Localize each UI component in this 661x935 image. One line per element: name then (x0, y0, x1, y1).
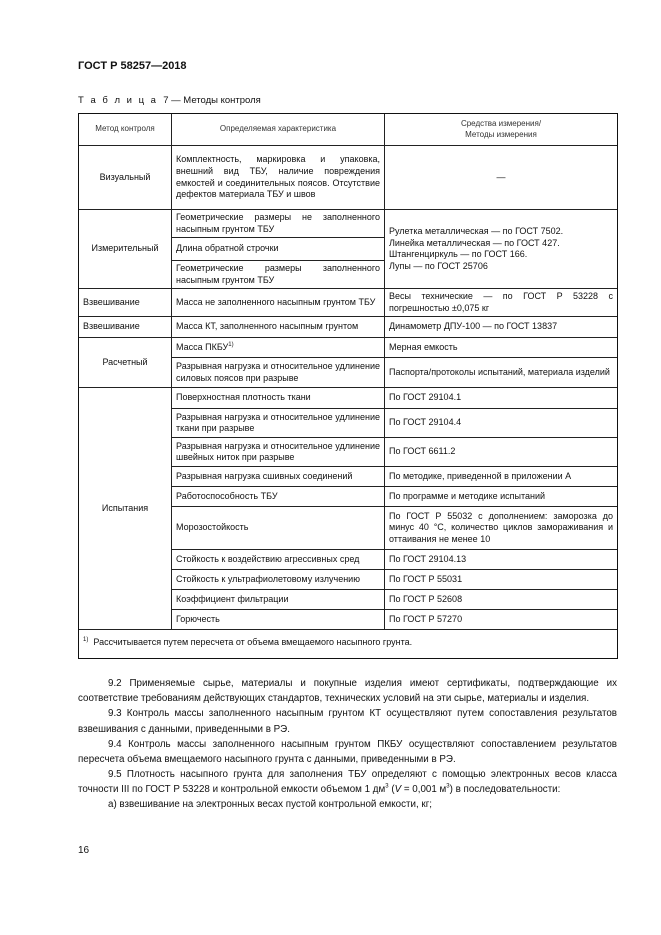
method-cell: Взвешивание (79, 289, 172, 317)
characteristic-cell: Длина обратной строчки (172, 238, 385, 261)
p95-exp2: 3 (446, 783, 450, 790)
table-header-row (79, 114, 618, 146)
table-row (79, 289, 618, 317)
method-cell: Визуальный (79, 146, 172, 210)
header-method: Метод контроля (79, 114, 172, 146)
table-footnote (79, 630, 618, 659)
p95-exp1: 3 (385, 783, 389, 790)
p95-part-b: ( (388, 784, 395, 796)
table-footnote-row (79, 630, 618, 659)
body-text (78, 676, 617, 813)
characteristic-cell: Работоспособность ТБУ (172, 487, 385, 507)
characteristic-cell: Разрывная нагрузка и относительное удлинение силовых поясов при разрыве (172, 358, 385, 388)
table-row (79, 210, 618, 238)
characteristic-cell: Геометрические размеры не заполненного насыпным грунтом ТБУ (172, 210, 385, 238)
means-cell: По ГОСТ 29104.13 (385, 550, 618, 570)
characteristic-cell: Морозостойкость (172, 507, 385, 550)
characteristic-cell: Горючесть (172, 610, 385, 630)
characteristic-cell: Разрывная нагрузка сшивных соединений (172, 467, 385, 487)
table-row (79, 317, 618, 338)
p95-part-c: = 0,001 м (401, 784, 447, 796)
table-caption-prefix: Т а б л и ц а (78, 95, 158, 106)
paragraph-9-2: 9.2 Применяемые сырье, материалы и покупные изделия имеют сертификаты, подтверждающие их соответствие требованиям действующих стандартов, технических условий на эти сырье, материалы и изделия. (78, 678, 617, 705)
characteristic-cell (172, 338, 385, 358)
means-cell: Динамометр ДПУ-100 — по ГОСТ 13837 (385, 317, 618, 338)
method-cell: Измерительный (79, 210, 172, 289)
characteristic-cell: Комплектность, маркировка и упаковка, внешний вид ТБУ, наличие повреждения емкостей и соединительных поясов. Отсутствие дефектов материала ТБУ и швов (172, 146, 385, 210)
means-cell: По ГОСТ Р 55032 с дополнением: заморозка до минус 40 °С, количество циклов замораживания и оттаивания не менее 10 (385, 507, 618, 550)
means-cell: По ГОСТ Р 52608 (385, 590, 618, 610)
table-caption-title: 7 — Методы контроля (163, 95, 261, 106)
characteristic-cell: Разрывная нагрузка и относительное удлинение швейных ниток при разрыве (172, 438, 385, 467)
table-row (79, 338, 618, 358)
p95-part-d: ) в последовательности: (449, 784, 561, 796)
header-means: Средства измерения/ Методы измерения (385, 114, 618, 146)
p95-var: V (394, 784, 402, 796)
means-cell: Мерная емкость (385, 338, 618, 358)
characteristic-cell: Поверхностная плотность ткани (172, 388, 385, 409)
footnote-mark: 1) (83, 637, 89, 644)
header-characteristic: Определяемая характеристика (172, 114, 385, 146)
document-code: ГОСТ Р 58257—2018 (78, 60, 187, 72)
characteristic-cell: Стойкость к ультрафиолетовому излучению (172, 570, 385, 590)
characteristic-text: Масса ПКБУ (176, 341, 229, 352)
table-row (79, 388, 618, 409)
paragraph-9-5 (78, 767, 617, 797)
paragraph-9-4: 9.4 Контроль массы заполненного насыпным грунтом ПКБУ осуществляют сопоставлением результатов пересчета объема вмещаемого насыпного грунта с данными, приведенными в РЭ. (78, 738, 617, 765)
characteristic-cell: Масса не заполненного насыпным грунтом ТБУ (172, 289, 385, 317)
p95-part-a: 9.5 Плотность насыпного грунта для заполнения ТБУ определяют с помощью электронных весов класса точности III по ГОСТ Р 53228 и контрольной емкости объемом 1 дм (78, 769, 617, 796)
means-cell: По ГОСТ Р 55031 (385, 570, 618, 590)
means-cell: Паспорта/протоколы испытаний, материала изделий (385, 358, 618, 388)
characteristic-cell: Разрывная нагрузка и относительное удлинение ткани при разрыве (172, 409, 385, 438)
method-cell: Испытания (79, 388, 172, 630)
table-caption (78, 95, 261, 106)
means-cell: По методике, приведенной в приложении А (385, 467, 618, 487)
characteristic-cell: Геометрические размеры заполненного насыпным грунтом ТБУ (172, 261, 385, 289)
means-cell: По ГОСТ 29104.1 (385, 388, 618, 409)
characteristic-cell: Коэффициент фильтрации (172, 590, 385, 610)
method-cell: Расчетный (79, 338, 172, 388)
method-cell: Взвешивание (79, 317, 172, 338)
characteristic-cell: Стойкость к воздействию агрессивных сред (172, 550, 385, 570)
characteristic-cell: Масса КТ, заполненного насыпным грунтом (172, 317, 385, 338)
paragraph-9-3: 9.3 Контроль массы заполненного насыпным грунтом КТ осуществляют путем сопоставления результатов взвешивания с данными, приведенными в РЭ. (78, 708, 617, 735)
means-cell: — (385, 146, 618, 210)
means-cell: Рулетка металлическая — по ГОСТ 7502. Линейка металлическая — по ГОСТ 427. Штангенциркуль — по ГОСТ 166. Лупы — по ГОСТ 25706 (385, 210, 618, 289)
footnote-ref: 1) (228, 341, 234, 348)
means-cell: Весы технические — по ГОСТ Р 53228 с погрешностью ±0,075 кг (385, 289, 618, 317)
control-methods-table (78, 113, 618, 659)
means-cell: По ГОСТ 29104.4 (385, 409, 618, 438)
list-item-a: а) взвешивание на электронных весах пустой контрольной емкости, кг; (108, 799, 433, 811)
table-row (79, 146, 618, 210)
means-cell: По ГОСТ 6611.2 (385, 438, 618, 467)
means-cell: По программе и методике испытаний (385, 487, 618, 507)
footnote-text: Рассчитывается путем пересчета от объема вмещаемого насыпного грунта. (93, 637, 413, 648)
page-number: 16 (78, 845, 90, 856)
means-cell: По ГОСТ Р 57270 (385, 610, 618, 630)
